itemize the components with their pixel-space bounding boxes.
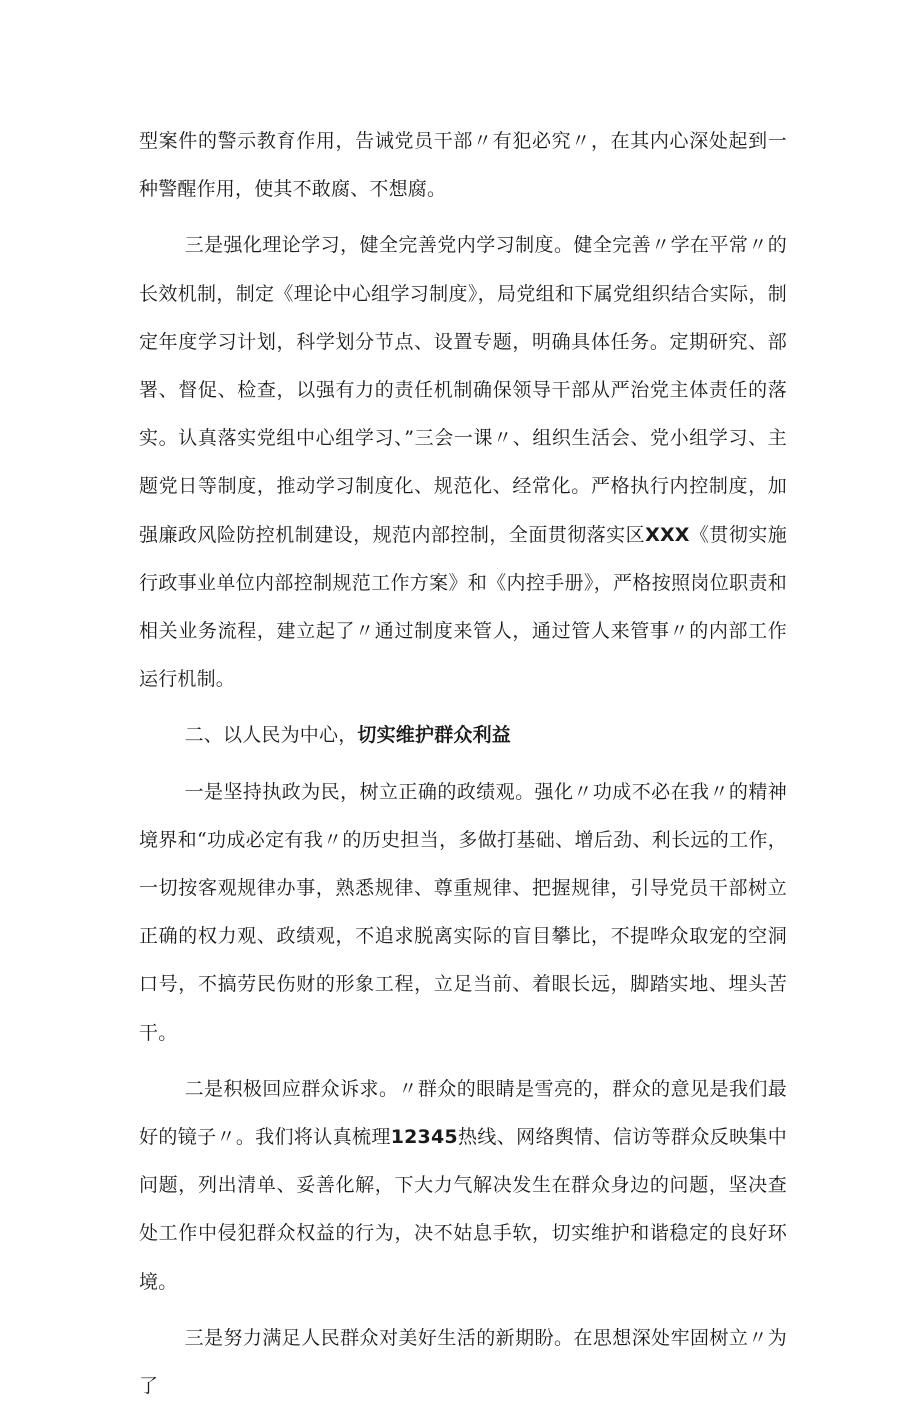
paragraph-text: 三是强化理论学习，健全完善党内学习制度。健全完善〃学在平常〃的长效机制，制定《理论中心组学习制度》，局党组和下属党组织结合实际，制定年度学习计划，科学划分节点、设置专题，明确具体任务。定期研究、部署、督促、检查，以强有力的责任机制确保领导干部从严治党主体责任的落实。认真落实党组中心组学习、”三会一课〃、组织生活会、党小组学习、主题党日等制度，推动学习制度化、规范化、经常化。严格执行内控制度，加强廉政风险防控机制建设，规范内部控制，全面贯彻落实区 xyxy=(139,234,787,546)
paragraph-governance: 一是坚持执政为民，树立正确的政绩观。强化〃功成不必在我〃的精神境界和“功成必定有我〃的历史担当，多做打基础、增后劲、利长远的工作，一切按客观规律办事，熟悉规律、尊重规律、把握规律，引导党员干部树立正确的权力观、政绩观，不追求脱离实际的盲目攀比，不提哗众取宠的空洞口号，不搞劳民伤财的形象工程，立足当前、着眼长远，脚踏实地、埋头苦干。 xyxy=(139,780,787,1044)
hotline-number: 12345 xyxy=(390,1126,458,1149)
paragraph-study-system xyxy=(139,221,787,703)
paragraph-public-demands xyxy=(139,1065,787,1306)
paragraph-continuation: 型案件的警示教育作用，告诫党员干部〃有犯必究〃，在其内心深处起到一种警醒作用，使其不敢腐、不想腐。 xyxy=(139,130,787,201)
paragraph-text: 二是积极回应群众诉求。〃群众的眼睛是雪亮的，群众的意见是我们最好的镜子〃。我们将认真梳理 xyxy=(139,1077,787,1149)
heading-bold-text: 切实维护群众利益 xyxy=(357,724,512,747)
heading-text: 二、以人民为中心， xyxy=(184,724,358,747)
paragraph-text: 热线、网络舆情、信访等群众反映集中问题，列出清单、妥善化解，下大力气解决发生在群众身边的问题，坚决查处工作中侵犯群众权益的行为，决不姑息手软，切实维护和谐稳定的良好环境。 xyxy=(139,1126,787,1293)
section-heading xyxy=(139,711,787,759)
placeholder-code: XXX xyxy=(645,523,690,546)
paragraph-text: 《贯彻实施行政事业单位内部控制规范工作方案》和《内控手册》，严格按照岗位职责和相关业务流程，建立起了〃通过制度来管人，通过管人来管事〃的内部工作运行机制。 xyxy=(139,523,787,691)
paragraph-better-life: 三是努力满足人民群众对美好生活的新期盼。在思想深处牢固树立〃为了 xyxy=(139,1326,787,1398)
document-body xyxy=(139,117,787,1410)
